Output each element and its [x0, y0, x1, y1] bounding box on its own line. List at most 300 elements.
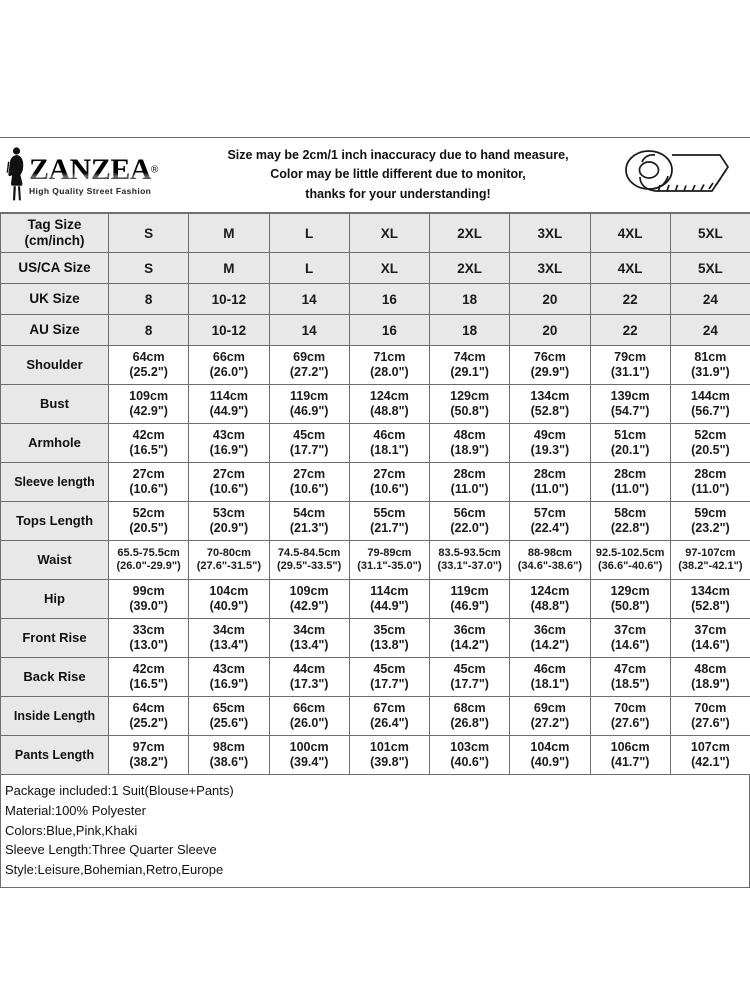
value-inch: (18.1"): [530, 677, 570, 691]
cell-inside-length-7: [670, 697, 750, 736]
value-inch: (10.6"): [289, 482, 329, 496]
cell-armhole-5: [510, 424, 590, 463]
table-row-sleeve-length: [1, 463, 750, 502]
cell-hip-5: [510, 580, 590, 619]
value-inch: (17.7"): [370, 677, 409, 691]
table-row-tops-length: [1, 502, 750, 541]
cell-uk-5: 20: [510, 284, 590, 315]
size-chart-table: [0, 213, 750, 775]
cell-au-2: 14: [269, 315, 349, 346]
cell-hip-2: [269, 580, 349, 619]
cell-uk-2: 14: [269, 284, 349, 315]
cell-pants-length-7: [670, 736, 750, 775]
cell-tag-size-4xl: 4XL: [590, 214, 670, 253]
cell-armhole-2: [269, 424, 349, 463]
value-inch: (19.3"): [530, 443, 570, 457]
value-cm: 70cm: [614, 700, 647, 715]
value-cm: 68cm: [453, 700, 486, 715]
value-inch: (34.6"-38.6"): [517, 560, 582, 572]
value-cm: 58cm: [614, 505, 647, 520]
value-inch: (10.6"): [209, 482, 249, 496]
cell-armhole-7: [670, 424, 750, 463]
value-cm: 28cm: [533, 466, 566, 481]
value-inch: (33.1"-37.0"): [437, 560, 502, 572]
value-cm: 81cm: [694, 349, 727, 364]
value-cm: 27cm: [293, 466, 326, 481]
cell-back-rise-7: [670, 658, 750, 697]
cell-us-ca-7: 5XL: [670, 253, 750, 284]
cell-hip-7: [670, 580, 750, 619]
value-cm: 46cm: [373, 427, 406, 442]
cell-waist-3: [349, 541, 429, 580]
value-cm: 42cm: [132, 661, 165, 676]
measuring-tape-icon: [600, 145, 750, 205]
value-inch: (27.2"): [530, 716, 570, 730]
table-row-us-ca-size: [1, 253, 750, 284]
value-inch: (52.8"): [530, 404, 570, 418]
value-inch: (52.8"): [691, 599, 730, 613]
cell-inside-length-3: [349, 697, 429, 736]
cell-au-7: 24: [670, 315, 750, 346]
cell-inside-length-4: [430, 697, 510, 736]
value-inch: (48.8"): [370, 404, 409, 418]
cell-us-ca-1: M: [189, 253, 269, 284]
value-cm: 35cm: [373, 622, 406, 637]
value-inch: (39.4"): [289, 755, 329, 769]
size-chart-sheet: [0, 137, 750, 888]
value-cm: 74cm: [453, 349, 486, 364]
value-inch: (31.1"): [610, 365, 650, 379]
value-cm: 83.5-93.5cm: [438, 546, 501, 559]
cell-hip-6: [590, 580, 670, 619]
row-label-front-rise: Front Rise: [1, 619, 109, 658]
value-inch: (46.9"): [450, 599, 489, 613]
value-inch: (44.9"): [209, 404, 249, 418]
cell-au-4: 18: [430, 315, 510, 346]
value-cm: 28cm: [453, 466, 486, 481]
cell-bust-3: [349, 385, 429, 424]
detail-colors: Colors:Blue,Pink,Khaki: [5, 822, 138, 838]
value-cm: 49cm: [533, 427, 566, 442]
cell-us-ca-0: S: [109, 253, 189, 284]
value-inch: (13.8"): [370, 638, 409, 652]
value-inch: (22.8"): [610, 521, 650, 535]
row-label-armhole: Armhole: [1, 424, 109, 463]
value-cm: 70-80cm: [206, 546, 251, 559]
value-inch: (56.7"): [691, 404, 730, 418]
cell-bust-2: [269, 385, 349, 424]
cell-shoulder-6: [590, 346, 670, 385]
value-inch: (18.9"): [450, 443, 489, 457]
value-inch: (20.1"): [610, 443, 650, 457]
cell-back-rise-5: [510, 658, 590, 697]
row-label-bust: Bust: [1, 385, 109, 424]
row-label-uk-size: UK Size: [1, 284, 109, 315]
value-cm: 66cm: [212, 349, 245, 364]
value-inch: (29.1"): [450, 365, 489, 379]
value-inch: (38.2"): [129, 755, 168, 769]
value-cm: 119cm: [290, 388, 329, 403]
row-label-sleeve-length: Sleeve length: [1, 463, 109, 502]
value-inch: (14.6"): [691, 638, 730, 652]
value-inch: (17.7"): [450, 677, 489, 691]
value-inch: (29.5"-33.5"): [277, 560, 342, 572]
value-inch: (54.7"): [610, 404, 650, 418]
value-cm: 48cm: [694, 661, 727, 676]
brand-name: ZANZEA: [29, 152, 152, 186]
cell-pants-length-1: [189, 736, 269, 775]
cell-tag-size-m: M: [189, 214, 269, 253]
row-label-inside-length: Inside Length: [1, 697, 109, 736]
cell-back-rise-1: [189, 658, 269, 697]
value-inch: (16.9"): [209, 677, 249, 691]
cell-shoulder-1: [189, 346, 269, 385]
value-cm: 64cm: [132, 700, 165, 715]
value-cm: 36cm: [533, 622, 566, 637]
value-inch: (31.1"-35.0"): [357, 560, 422, 572]
value-inch: (25.2"): [129, 716, 168, 730]
value-inch: (14.6"): [610, 638, 650, 652]
value-cm: 69cm: [293, 349, 326, 364]
value-cm: 104cm: [209, 583, 249, 598]
cell-inside-length-6: [590, 697, 670, 736]
value-inch: (38.2"-42.1"): [678, 560, 743, 572]
cell-tops-length-6: [590, 502, 670, 541]
cell-front-rise-6: [590, 619, 670, 658]
value-cm: 47cm: [614, 661, 647, 676]
cell-inside-length-0: [109, 697, 189, 736]
table-row-inside-length: [1, 697, 750, 736]
value-inch: (29.9"): [530, 365, 570, 379]
cell-waist-0: [109, 541, 189, 580]
value-cm: 71cm: [373, 349, 406, 364]
cell-tops-length-4: [430, 502, 510, 541]
value-cm: 37cm: [694, 622, 727, 637]
cell-tag-size-5xl: 5XL: [670, 214, 750, 253]
value-inch: (42.9"): [289, 599, 329, 613]
cell-waist-6: [590, 541, 670, 580]
value-inch: (17.7"): [289, 443, 329, 457]
value-cm: 42cm: [132, 427, 165, 442]
value-cm: 134cm: [530, 388, 570, 403]
tag-size-label-line1: Tag Size: [27, 216, 82, 232]
table-row-bust: [1, 385, 750, 424]
value-cm: 57cm: [533, 505, 566, 520]
cell-sleeve-length-2: [269, 463, 349, 502]
value-inch: (11.0"): [450, 482, 489, 496]
value-cm: 104cm: [530, 739, 570, 754]
cell-armhole-0: [109, 424, 189, 463]
cell-us-ca-6: 4XL: [590, 253, 670, 284]
value-inch: (39.8"): [370, 755, 409, 769]
value-inch: (27.6"-31.5"): [196, 560, 261, 572]
row-label-back-rise: Back Rise: [1, 658, 109, 697]
product-details: [0, 775, 750, 888]
brand-tagline: High Quality Street Fashion: [29, 185, 152, 196]
cell-tops-length-3: [349, 502, 429, 541]
value-cm: 45cm: [453, 661, 486, 676]
cell-sleeve-length-5: [510, 463, 590, 502]
value-cm: 92.5-102.5cm: [595, 546, 665, 559]
cell-uk-1: 10-12: [189, 284, 269, 315]
tag-size-label-line2: (cm/inch): [24, 233, 85, 248]
value-cm: 52cm: [132, 505, 165, 520]
cell-hip-1: [189, 580, 269, 619]
row-label-tops-length: Tops Length: [1, 502, 109, 541]
value-inch: (11.0"): [530, 482, 569, 496]
cell-bust-6: [590, 385, 670, 424]
detail-package: Package included:1 Suit(Blouse+Pants): [5, 783, 234, 798]
value-cm: 46cm: [533, 661, 566, 676]
cell-us-ca-5: 3XL: [510, 253, 590, 284]
value-cm: 69cm: [533, 700, 566, 715]
value-cm: 109cm: [129, 388, 169, 403]
value-cm: 124cm: [530, 583, 570, 598]
value-inch: (13.4"): [209, 638, 249, 652]
value-inch: (10.6"): [129, 482, 168, 496]
value-cm: 27cm: [212, 466, 245, 481]
cell-bust-0: [109, 385, 189, 424]
value-inch: (18.1"): [370, 443, 409, 457]
row-label-tag-size: [1, 214, 109, 253]
chart-header: [0, 138, 750, 213]
value-inch: (26.4"): [370, 716, 409, 730]
value-cm: 134cm: [690, 583, 730, 598]
value-cm: 43cm: [212, 427, 245, 442]
value-cm: 114cm: [370, 583, 409, 598]
value-inch: (50.8"): [450, 404, 489, 418]
value-cm: 139cm: [610, 388, 650, 403]
cell-uk-3: 16: [349, 284, 429, 315]
table-body: [1, 214, 750, 775]
value-inch: (21.7"): [370, 521, 409, 535]
table-row-uk-size: [1, 284, 750, 315]
value-inch: (16.5"): [129, 443, 168, 457]
value-inch: (10.6"): [370, 482, 409, 496]
value-inch: (42.1"): [691, 755, 730, 769]
row-label-us-ca-size: US/CA Size: [1, 253, 109, 284]
cell-front-rise-2: [269, 619, 349, 658]
value-cm: 99cm: [132, 583, 165, 598]
cell-sleeve-length-1: [189, 463, 269, 502]
cell-sleeve-length-0: [109, 463, 189, 502]
notice-line-2: Color may be little different due to monitor,: [270, 167, 526, 182]
row-label-pants-length: Pants Length: [1, 736, 109, 775]
woman-silhouette-icon: [6, 145, 28, 206]
value-cm: 98cm: [212, 739, 245, 754]
cell-tops-length-1: [189, 502, 269, 541]
cell-shoulder-0: [109, 346, 189, 385]
cell-pants-length-3: [349, 736, 429, 775]
value-cm: 54cm: [293, 505, 326, 520]
value-cm: 52cm: [694, 427, 727, 442]
cell-pants-length-4: [430, 736, 510, 775]
value-cm: 45cm: [373, 661, 406, 676]
row-label-waist: Waist: [1, 541, 109, 580]
value-inch: (39.0"): [129, 599, 168, 613]
value-inch: (25.6"): [209, 716, 249, 730]
value-inch: (27.2"): [289, 365, 329, 379]
value-cm: 33cm: [132, 622, 165, 637]
cell-tag-size-2xl: 2XL: [430, 214, 510, 253]
value-cm: 27cm: [132, 466, 165, 481]
value-cm: 44cm: [293, 661, 326, 676]
value-cm: 107cm: [690, 739, 730, 754]
cell-tag-size-s: S: [109, 214, 189, 253]
value-cm: 34cm: [293, 622, 326, 637]
value-cm: 88-98cm: [527, 546, 572, 559]
cell-inside-length-5: [510, 697, 590, 736]
table-row-au-size: [1, 315, 750, 346]
cell-waist-2: [269, 541, 349, 580]
value-cm: 53cm: [212, 505, 245, 520]
value-cm: 56cm: [453, 505, 486, 520]
registered-mark: ®: [151, 164, 159, 176]
value-cm: 129cm: [610, 583, 650, 598]
table-row-pants-length: [1, 736, 750, 775]
value-cm: 36cm: [453, 622, 486, 637]
cell-au-1: 10-12: [189, 315, 269, 346]
brand-logo: [0, 145, 196, 206]
cell-inside-length-1: [189, 697, 269, 736]
cell-sleeve-length-3: [349, 463, 429, 502]
value-cm: 48cm: [453, 427, 486, 442]
cell-back-rise-0: [109, 658, 189, 697]
table-row-waist: [1, 541, 750, 580]
cell-bust-7: [670, 385, 750, 424]
value-cm: 103cm: [450, 739, 490, 754]
value-cm: 79-89cm: [367, 546, 412, 559]
value-inch: (21.3"): [289, 521, 329, 535]
value-inch: (22.0"): [450, 521, 489, 535]
table-row-shoulder: [1, 346, 750, 385]
cell-waist-7: [670, 541, 750, 580]
value-cm: 129cm: [450, 388, 490, 403]
notice-line-3: thanks for your understanding!: [305, 186, 491, 201]
measurement-notice: [196, 146, 600, 204]
value-cm: 66cm: [293, 700, 326, 715]
value-inch: (23.2"): [691, 521, 730, 535]
value-cm: 65.5-75.5cm: [117, 546, 180, 559]
cell-bust-4: [430, 385, 510, 424]
value-inch: (31.9"): [691, 365, 730, 379]
value-inch: (40.9"): [530, 755, 570, 769]
cell-us-ca-3: XL: [349, 253, 429, 284]
cell-back-rise-6: [590, 658, 670, 697]
value-inch: (44.9"): [370, 599, 409, 613]
value-cm: 67cm: [373, 700, 406, 715]
value-cm: 97-107cm: [685, 546, 736, 559]
cell-armhole-6: [590, 424, 670, 463]
value-inch: (26.0"-29.9"): [116, 560, 181, 572]
value-cm: 97cm: [132, 739, 165, 754]
cell-sleeve-length-6: [590, 463, 670, 502]
value-cm: 124cm: [369, 388, 409, 403]
table-row-back-rise: [1, 658, 750, 697]
value-inch: (26.0"): [209, 365, 249, 379]
value-inch: (20.9"): [209, 521, 249, 535]
cell-tops-length-2: [269, 502, 349, 541]
value-cm: 51cm: [614, 427, 647, 442]
value-inch: (27.6"): [691, 716, 730, 730]
cell-waist-4: [430, 541, 510, 580]
value-inch: (16.9"): [209, 443, 249, 457]
value-inch: (27.6"): [610, 716, 650, 730]
value-inch: (46.9"): [289, 404, 329, 418]
cell-front-rise-0: [109, 619, 189, 658]
value-inch: (17.3"): [289, 677, 329, 691]
cell-inside-length-2: [269, 697, 349, 736]
value-cm: 37cm: [614, 622, 647, 637]
cell-waist-5: [510, 541, 590, 580]
value-inch: (14.2"): [530, 638, 570, 652]
table-row-armhole: [1, 424, 750, 463]
value-cm: 65cm: [212, 700, 245, 715]
cell-uk-6: 22: [590, 284, 670, 315]
cell-hip-4: [430, 580, 510, 619]
table-row-hip: [1, 580, 750, 619]
cell-armhole-1: [189, 424, 269, 463]
cell-au-6: 22: [590, 315, 670, 346]
cell-au-5: 20: [510, 315, 590, 346]
value-inch: (48.8"): [530, 599, 570, 613]
cell-tag-size-3xl: 3XL: [510, 214, 590, 253]
value-inch: (18.9"): [691, 677, 730, 691]
cell-shoulder-3: [349, 346, 429, 385]
value-inch: (40.6"): [450, 755, 489, 769]
cell-tops-length-0: [109, 502, 189, 541]
cell-back-rise-2: [269, 658, 349, 697]
value-inch: (26.8"): [450, 716, 489, 730]
value-cm: 59cm: [694, 505, 727, 520]
cell-waist-1: [189, 541, 269, 580]
value-inch: (13.4"): [289, 638, 329, 652]
value-inch: (16.5"): [129, 677, 168, 691]
cell-shoulder-4: [430, 346, 510, 385]
value-inch: (26.0"): [289, 716, 329, 730]
row-label-hip: Hip: [1, 580, 109, 619]
cell-shoulder-2: [269, 346, 349, 385]
value-inch: (20.5"): [129, 521, 168, 535]
value-cm: 100cm: [289, 739, 329, 754]
value-inch: (28.0"): [370, 365, 409, 379]
detail-sleeve-length: Sleeve Length:Three Quarter Sleeve: [5, 842, 217, 858]
value-cm: 28cm: [614, 466, 647, 481]
cell-shoulder-7: [670, 346, 750, 385]
cell-tag-size-l: L: [269, 214, 349, 253]
cell-pants-length-0: [109, 736, 189, 775]
value-inch: (50.8"): [610, 599, 650, 613]
value-inch: (11.0"): [691, 482, 730, 496]
notice-line-1: Size may be 2cm/1 inch inaccuracy due to hand measure,: [227, 147, 569, 162]
value-cm: 34cm: [212, 622, 245, 637]
value-cm: 144cm: [690, 388, 730, 403]
cell-pants-length-5: [510, 736, 590, 775]
value-inch: (25.2"): [129, 365, 168, 379]
cell-tag-size-xl: XL: [349, 214, 429, 253]
value-cm: 70cm: [694, 700, 727, 715]
cell-tops-length-7: [670, 502, 750, 541]
cell-armhole-3: [349, 424, 429, 463]
cell-back-rise-3: [349, 658, 429, 697]
value-cm: 101cm: [369, 739, 409, 754]
cell-uk-7: 24: [670, 284, 750, 315]
cell-pants-length-2: [269, 736, 349, 775]
table-row-tag-size: [1, 214, 750, 253]
cell-back-rise-4: [430, 658, 510, 697]
cell-au-3: 16: [349, 315, 429, 346]
value-cm: 27cm: [373, 466, 406, 481]
